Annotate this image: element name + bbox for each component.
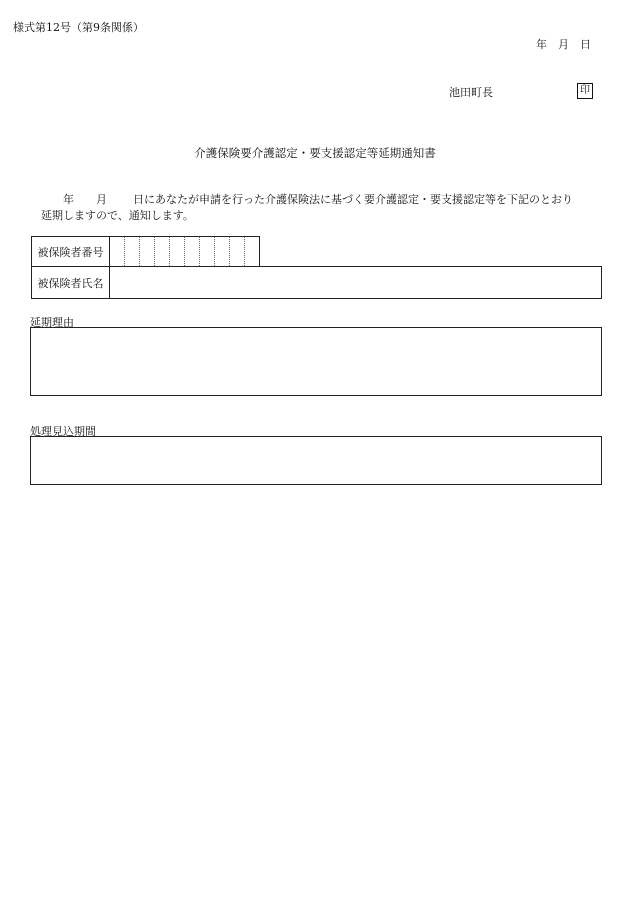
- insured-number-digit-cell[interactable]: [155, 237, 170, 266]
- insured-number-digit-cell[interactable]: [110, 237, 125, 266]
- body-text-line-1: [63, 191, 573, 207]
- insured-name-label: 被保険者氏名: [32, 267, 110, 298]
- insured-number-label: 被保険者番号: [32, 237, 110, 266]
- body-text-rest: 日にあなたが申請を行った介護保険法に基づく要介護認定・要支援認定等を下記のとおり: [133, 193, 573, 206]
- insured-number-digit-cell[interactable]: [200, 237, 215, 266]
- date-day-label: 日: [580, 38, 591, 51]
- date-year-label: 年: [536, 38, 547, 51]
- insured-number-digit-cell[interactable]: [215, 237, 230, 266]
- insured-number-input[interactable]: [110, 237, 259, 266]
- form-number: 様式第12号（第9条関係）: [13, 21, 144, 34]
- insured-name-field[interactable]: [110, 267, 601, 298]
- date-line: [536, 36, 591, 52]
- body-text-line-2: 延期しますので、通知します。: [41, 209, 194, 222]
- body-year-label: 年: [63, 193, 74, 206]
- period-label: 処理見込期間: [30, 425, 96, 438]
- insured-name-row: [31, 266, 602, 299]
- issuer-name: 池田町長: [449, 86, 493, 99]
- insured-number-digit-cell[interactable]: [140, 237, 155, 266]
- insured-number-digit-cell[interactable]: [125, 237, 140, 266]
- reason-label: 延期理由: [30, 316, 74, 329]
- insured-number-row: [31, 236, 260, 267]
- seal-mark: 印: [577, 83, 593, 99]
- insured-number-digit-cell[interactable]: [245, 237, 259, 266]
- date-month-label: 月: [558, 38, 569, 51]
- processing-period-field[interactable]: [30, 436, 602, 485]
- reason-field[interactable]: [30, 327, 602, 396]
- body-month-label: 月: [96, 193, 107, 206]
- insured-number-digit-cell[interactable]: [230, 237, 245, 266]
- insured-number-digit-cell[interactable]: [185, 237, 200, 266]
- document-title: 介護保険要介護認定・要支援認定等延期通知書: [194, 146, 436, 160]
- insured-number-digit-cell[interactable]: [170, 237, 185, 266]
